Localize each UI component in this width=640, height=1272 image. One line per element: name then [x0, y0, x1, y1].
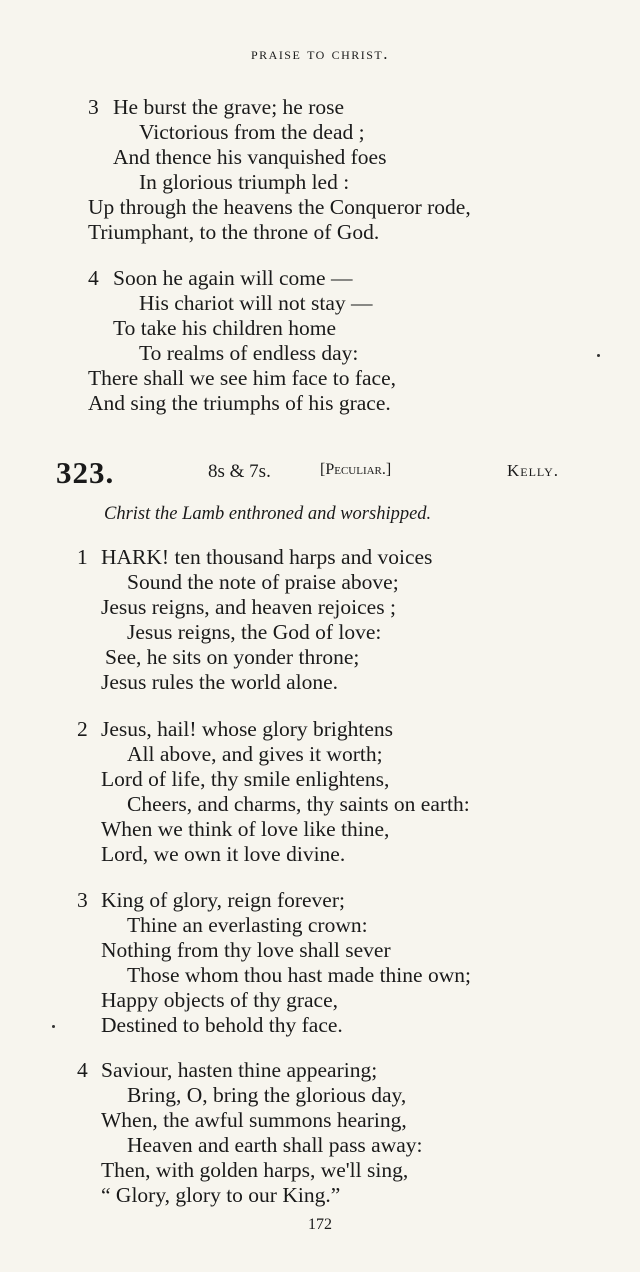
hymn-subtitle: Christ the Lamb enthroned and worshipped.	[104, 504, 432, 524]
stanza-number: 3	[77, 888, 88, 912]
verse-line: There shall we see him face to face,	[88, 366, 397, 390]
verse-line: Happy objects of thy grace,	[101, 988, 339, 1012]
verse-line: When, the awful summons hearing,	[101, 1108, 407, 1132]
verse-line: All above, and gives it worth;	[127, 742, 383, 766]
hymn-number: 323.	[56, 455, 115, 490]
verse-line: See, he sits on yonder throne;	[105, 645, 360, 669]
verse-line: “ Glory, glory to our King.”	[101, 1183, 341, 1207]
verse-line: Bring, O, bring the glorious day,	[127, 1083, 407, 1107]
hymn-meter: 8s & 7s.	[208, 461, 271, 482]
stanza-number: 4	[88, 266, 99, 290]
verse-line: Victorious from the dead ;	[139, 120, 365, 144]
hymn-tune: [Peculiar.]	[320, 461, 392, 478]
verse-line: When we think of love like thine,	[101, 817, 390, 841]
verse-line: Destined to behold thy face.	[101, 1013, 343, 1037]
verse-line: Jesus reigns, and heaven rejoices ;	[101, 595, 396, 619]
verse-line: And thence his vanquished foes	[113, 145, 387, 169]
verse-line: Cheers, and charms, thy saints on earth:	[127, 792, 470, 816]
stray-mark	[52, 1025, 55, 1028]
verse-line: King of glory, reign forever;	[101, 888, 345, 912]
verse-line: Those whom thou hast made thine own;	[127, 963, 471, 987]
verse-line: Lord of life, thy smile enlightens,	[101, 767, 390, 791]
stray-mark	[597, 354, 600, 357]
verse-line: Saviour, hasten thine appearing;	[101, 1058, 378, 1082]
verse-line: To take his children home	[113, 316, 336, 340]
verse-line: Heaven and earth shall pass away:	[127, 1133, 423, 1157]
stanza-number: 4	[77, 1058, 88, 1082]
verse-line: Jesus reigns, the God of love:	[127, 620, 382, 644]
verse-line: Soon he again will come —	[113, 266, 353, 290]
verse-line: Nothing from thy love shall sever	[101, 938, 391, 962]
verse-line: Jesus, hail! whose glory brightens	[101, 717, 394, 741]
verse-line: To realms of endless day:	[139, 341, 359, 365]
verse-line: In glorious triumph led :	[139, 170, 350, 194]
running-head: praise to christ.	[250, 44, 390, 63]
verse-line: Thine an everlasting crown:	[127, 913, 368, 937]
verse-line: Up through the heavens the Conqueror rode,	[88, 195, 471, 219]
stanza-number: 1	[77, 545, 88, 569]
page-number: 172	[308, 1216, 332, 1233]
verse-line: Lord, we own it love divine.	[101, 842, 346, 866]
verse-line: HARK! ten thousand harps and voices	[101, 545, 433, 569]
hymn-author: Kelly.	[507, 461, 559, 480]
stanza-number: 2	[77, 717, 88, 741]
verse-line: Jesus rules the world alone.	[101, 670, 339, 694]
stanza-number: 3	[88, 95, 99, 119]
verse-line: He burst the grave; he rose	[113, 95, 345, 119]
verse-line: And sing the triumphs of his grace.	[88, 391, 391, 415]
verse-line: Then, with golden harps, we'll sing,	[101, 1158, 409, 1182]
verse-line: Sound the note of praise above;	[127, 570, 399, 594]
verse-line: Triumphant, to the throne of God.	[88, 220, 380, 244]
hymn-header	[0, 455, 640, 495]
verse-line: His chariot will not stay —	[139, 291, 373, 315]
